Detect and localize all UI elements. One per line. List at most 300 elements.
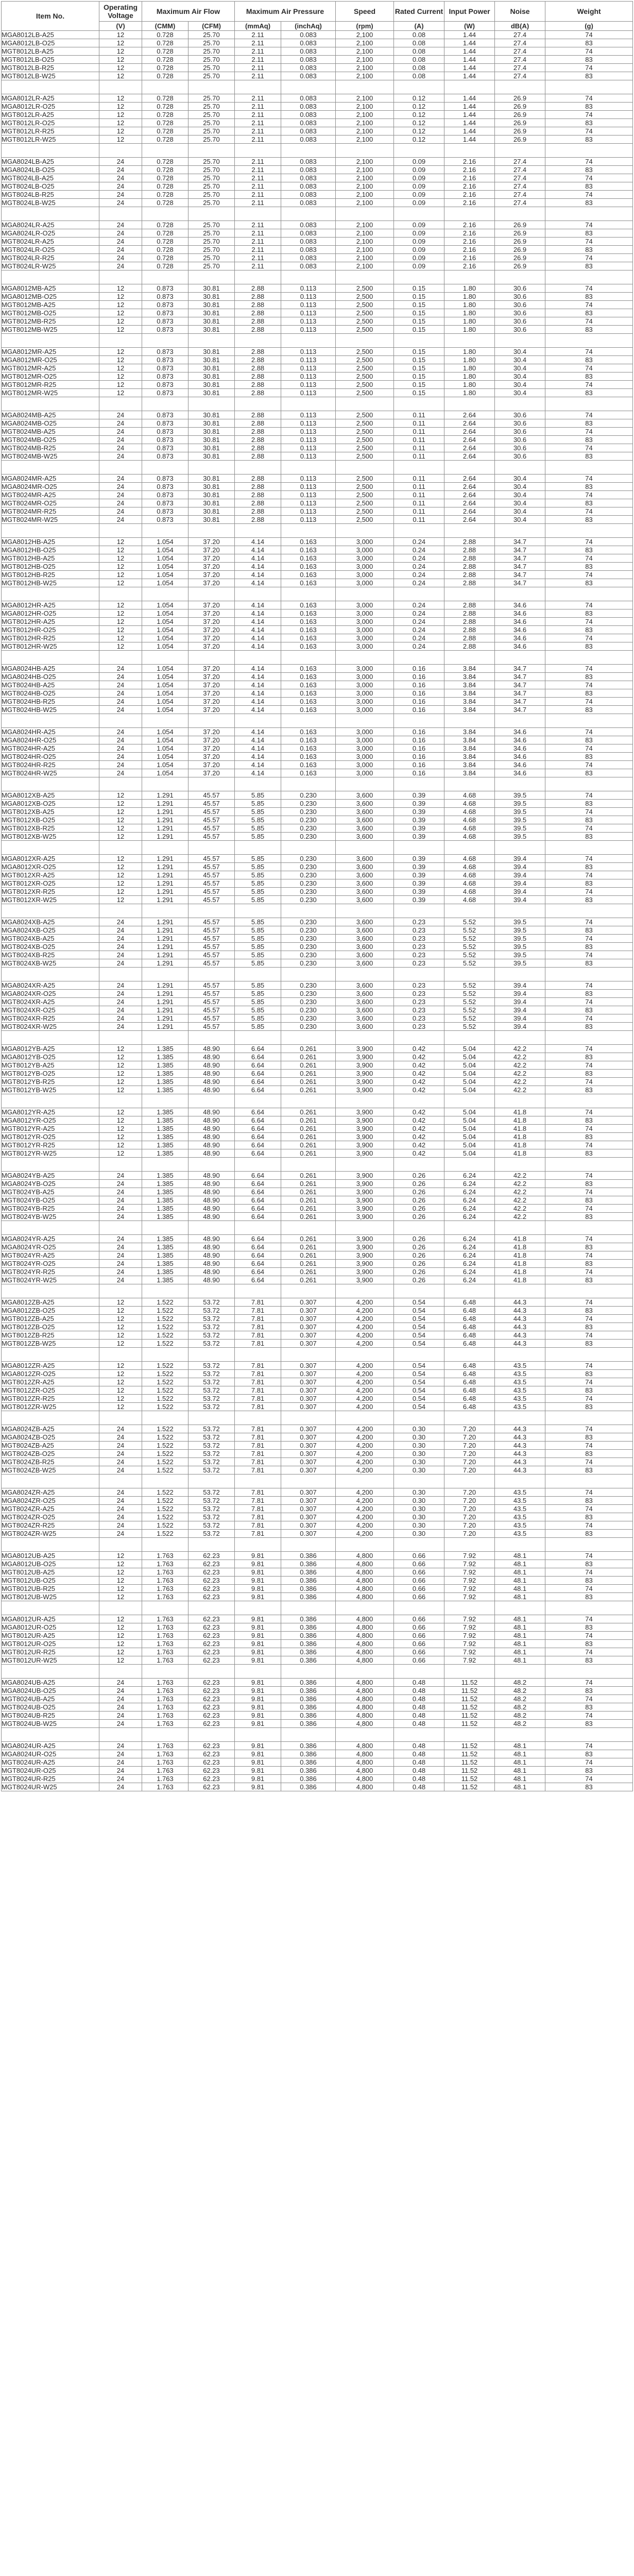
table-row xyxy=(2,1315,633,1323)
spacer-cell xyxy=(142,1158,189,1172)
cell-item: MGA8012YR-O25 xyxy=(2,1116,99,1125)
cell-noise: 41.8 xyxy=(495,1243,545,1251)
spacer-cell xyxy=(444,1284,495,1298)
cell-item: MGT8012HB-W25 xyxy=(2,579,99,587)
cell-current: 0.42 xyxy=(394,1086,444,1094)
cell-voltage: 12 xyxy=(99,1331,142,1340)
table-row xyxy=(2,229,633,238)
cell-noise: 41.8 xyxy=(495,1125,545,1133)
cell-noise: 39.4 xyxy=(495,879,545,888)
cell-airflow-cmm: 1.054 xyxy=(142,753,189,761)
spacer-cell xyxy=(99,841,142,855)
cell-item: MGA8024HB-O25 xyxy=(2,673,99,681)
cell-pressure-mmaq: 6.64 xyxy=(235,1268,281,1276)
cell-voltage: 24 xyxy=(99,769,142,777)
table-row xyxy=(2,158,633,166)
cell-airflow-cmm: 1.763 xyxy=(142,1703,189,1711)
cell-noise: 34.7 xyxy=(495,554,545,563)
table-row xyxy=(2,1172,633,1180)
cell-voltage: 12 xyxy=(99,1061,142,1070)
cell-voltage: 12 xyxy=(99,791,142,800)
cell-pressure-mmaq: 2.11 xyxy=(235,158,281,166)
cell-airflow-cfm: 30.81 xyxy=(189,364,235,372)
spacer-cell xyxy=(545,714,633,728)
spacer-cell xyxy=(394,334,444,348)
cell-weight: 74 xyxy=(545,174,633,182)
cell-power: 7.92 xyxy=(444,1585,495,1593)
cell-item: MGT8012HR-O25 xyxy=(2,626,99,634)
cell-noise: 26.9 xyxy=(495,238,545,246)
cell-speed: 3,600 xyxy=(336,918,394,926)
cell-power: 2.16 xyxy=(444,199,495,207)
unit-rpm: (rpm) xyxy=(336,22,394,31)
table-row xyxy=(2,317,633,326)
cell-airflow-cfm: 30.81 xyxy=(189,356,235,364)
cell-power: 6.48 xyxy=(444,1307,495,1315)
cell-noise: 34.7 xyxy=(495,681,545,689)
spacer-cell xyxy=(495,207,545,221)
cell-power: 7.92 xyxy=(444,1560,495,1568)
cell-airflow-cmm: 0.873 xyxy=(142,507,189,516)
table-row xyxy=(2,1180,633,1188)
cell-weight: 83 xyxy=(545,436,633,444)
cell-power: 1.80 xyxy=(444,326,495,334)
cell-current: 0.54 xyxy=(394,1395,444,1403)
cell-weight: 83 xyxy=(545,1086,633,1094)
cell-voltage: 12 xyxy=(99,348,142,356)
cell-airflow-cfm: 53.72 xyxy=(189,1298,235,1307)
cell-voltage: 12 xyxy=(99,855,142,863)
cell-current: 0.09 xyxy=(394,238,444,246)
cell-pressure-inchaq: 0.307 xyxy=(281,1466,336,1475)
cell-pressure-inchaq: 0.386 xyxy=(281,1758,336,1767)
cell-pressure-mmaq: 4.14 xyxy=(235,626,281,634)
cell-pressure-inchaq: 0.230 xyxy=(281,808,336,816)
cell-airflow-cfm: 45.57 xyxy=(189,935,235,943)
table-row xyxy=(2,135,633,144)
table-row xyxy=(2,791,633,800)
table-row xyxy=(2,1362,633,1370)
group-spacer xyxy=(2,1031,633,1045)
cell-noise: 34.6 xyxy=(495,642,545,651)
cell-airflow-cmm: 1.763 xyxy=(142,1615,189,1623)
cell-speed: 3,600 xyxy=(336,1006,394,1014)
group-spacer xyxy=(2,651,633,665)
cell-weight: 83 xyxy=(545,1450,633,1458)
spacer-cell xyxy=(394,1348,444,1362)
cell-pressure-inchaq: 0.230 xyxy=(281,981,336,990)
cell-noise: 39.5 xyxy=(495,959,545,968)
spacer-cell xyxy=(189,524,235,538)
cell-current: 0.42 xyxy=(394,1045,444,1053)
cell-noise: 42.2 xyxy=(495,1172,545,1180)
cell-noise: 43.5 xyxy=(495,1497,545,1505)
cell-pressure-inchaq: 0.261 xyxy=(281,1180,336,1188)
cell-speed: 4,200 xyxy=(336,1450,394,1458)
group-spacer xyxy=(2,777,633,791)
cell-airflow-cmm: 0.873 xyxy=(142,309,189,317)
cell-current: 0.08 xyxy=(394,47,444,56)
cell-speed: 4,200 xyxy=(336,1340,394,1348)
spacer-cell xyxy=(495,1538,545,1552)
cell-airflow-cmm: 0.873 xyxy=(142,444,189,452)
cell-airflow-cfm: 45.57 xyxy=(189,800,235,808)
cell-voltage: 24 xyxy=(99,706,142,714)
cell-airflow-cmm: 0.873 xyxy=(142,436,189,444)
cell-weight: 74 xyxy=(545,998,633,1006)
spacer-cell xyxy=(545,207,633,221)
cell-power: 5.52 xyxy=(444,1014,495,1023)
spacer-cell xyxy=(495,1728,545,1742)
cell-pressure-inchaq: 0.307 xyxy=(281,1395,336,1403)
cell-airflow-cmm: 1.763 xyxy=(142,1552,189,1560)
cell-airflow-cmm: 1.385 xyxy=(142,1251,189,1260)
cell-noise: 41.8 xyxy=(495,1251,545,1260)
cell-airflow-cfm: 30.81 xyxy=(189,499,235,507)
cell-noise: 34.6 xyxy=(495,626,545,634)
cell-airflow-cmm: 0.873 xyxy=(142,483,189,491)
spacer-cell xyxy=(394,1411,444,1425)
cell-current: 0.54 xyxy=(394,1307,444,1315)
cell-pressure-mmaq: 2.88 xyxy=(235,284,281,293)
header-pressure: Maximum Air Pressure xyxy=(235,2,336,22)
cell-item: MGA8024HR-O25 xyxy=(2,736,99,744)
cell-pressure-mmaq: 9.81 xyxy=(235,1720,281,1728)
cell-pressure-mmaq: 4.14 xyxy=(235,665,281,673)
cell-pressure-inchaq: 0.230 xyxy=(281,855,336,863)
cell-speed: 3,900 xyxy=(336,1172,394,1180)
cell-speed: 2,100 xyxy=(336,94,394,103)
cell-pressure-inchaq: 0.163 xyxy=(281,681,336,689)
cell-pressure-inchaq: 0.386 xyxy=(281,1593,336,1601)
cell-item: MGT8024LR-W25 xyxy=(2,262,99,270)
cell-speed: 3,900 xyxy=(336,1045,394,1053)
cell-airflow-cfm: 37.20 xyxy=(189,634,235,642)
cell-weight: 74 xyxy=(545,221,633,229)
cell-pressure-mmaq: 4.14 xyxy=(235,618,281,626)
cell-speed: 3,600 xyxy=(336,791,394,800)
cell-power: 2.16 xyxy=(444,158,495,166)
spacer-cell xyxy=(444,777,495,791)
spacer-cell xyxy=(235,651,281,665)
cell-airflow-cfm: 45.57 xyxy=(189,879,235,888)
cell-airflow-cfm: 62.23 xyxy=(189,1687,235,1695)
cell-airflow-cmm: 0.728 xyxy=(142,246,189,254)
cell-current: 0.09 xyxy=(394,174,444,182)
cell-airflow-cfm: 30.81 xyxy=(189,491,235,499)
unit-mmaq: (mmAq) xyxy=(235,22,281,31)
cell-speed: 4,200 xyxy=(336,1298,394,1307)
cell-noise: 34.6 xyxy=(495,761,545,769)
cell-weight: 74 xyxy=(545,1488,633,1497)
cell-airflow-cmm: 0.873 xyxy=(142,428,189,436)
cell-pressure-mmaq: 2.88 xyxy=(235,348,281,356)
cell-item: MGT8012YR-O25 xyxy=(2,1133,99,1141)
spacer-cell xyxy=(281,587,336,601)
spacer-cell xyxy=(281,1475,336,1488)
cell-power: 2.16 xyxy=(444,174,495,182)
cell-airflow-cfm: 37.20 xyxy=(189,601,235,609)
cell-airflow-cfm: 62.23 xyxy=(189,1695,235,1703)
cell-item: MGT8012HB-O25 xyxy=(2,563,99,571)
cell-power: 1.44 xyxy=(444,94,495,103)
cell-airflow-cfm: 62.23 xyxy=(189,1679,235,1687)
cell-airflow-cfm: 25.70 xyxy=(189,31,235,39)
cell-item: MGT8024HR-W25 xyxy=(2,769,99,777)
spacer-cell xyxy=(394,968,444,981)
cell-power: 11.52 xyxy=(444,1750,495,1758)
cell-item: MGT8012MR-R25 xyxy=(2,381,99,389)
cell-current: 0.39 xyxy=(394,855,444,863)
cell-pressure-mmaq: 6.64 xyxy=(235,1125,281,1133)
cell-pressure-inchaq: 0.230 xyxy=(281,1006,336,1014)
cell-current: 0.11 xyxy=(394,499,444,507)
spacer-cell xyxy=(394,651,444,665)
cell-voltage: 24 xyxy=(99,1783,142,1791)
spacer-cell xyxy=(99,461,142,474)
cell-pressure-mmaq: 7.81 xyxy=(235,1442,281,1450)
cell-pressure-mmaq: 5.85 xyxy=(235,1006,281,1014)
table-row xyxy=(2,1395,633,1403)
table-row xyxy=(2,642,633,651)
cell-weight: 74 xyxy=(545,1172,633,1180)
cell-item: MGA8012LB-A25 xyxy=(2,31,99,39)
cell-airflow-cfm: 37.20 xyxy=(189,563,235,571)
cell-speed: 2,100 xyxy=(336,39,394,47)
cell-noise: 30.4 xyxy=(495,389,545,397)
cell-item: MGT8012MB-W25 xyxy=(2,326,99,334)
cell-voltage: 24 xyxy=(99,174,142,182)
cell-noise: 42.2 xyxy=(495,1045,545,1053)
spacer-cell xyxy=(394,144,444,158)
cell-speed: 2,500 xyxy=(336,452,394,461)
cell-weight: 83 xyxy=(545,199,633,207)
table-row xyxy=(2,1235,633,1243)
cell-pressure-inchaq: 0.083 xyxy=(281,135,336,144)
cell-pressure-inchaq: 0.230 xyxy=(281,918,336,926)
spacer-cell xyxy=(444,651,495,665)
cell-airflow-cmm: 1.054 xyxy=(142,634,189,642)
cell-pressure-mmaq: 4.14 xyxy=(235,642,281,651)
cell-speed: 4,200 xyxy=(336,1466,394,1475)
cell-speed: 4,800 xyxy=(336,1720,394,1728)
cell-airflow-cfm: 45.57 xyxy=(189,808,235,816)
cell-power: 11.52 xyxy=(444,1758,495,1767)
cell-airflow-cmm: 0.728 xyxy=(142,238,189,246)
cell-power: 3.84 xyxy=(444,665,495,673)
table-row xyxy=(2,1298,633,1307)
spacer-cell xyxy=(189,1094,235,1108)
cell-noise: 42.2 xyxy=(495,1070,545,1078)
cell-pressure-mmaq: 7.81 xyxy=(235,1323,281,1331)
cell-current: 0.54 xyxy=(394,1362,444,1370)
cell-noise: 44.3 xyxy=(495,1458,545,1466)
cell-item: MGA8012UB-O25 xyxy=(2,1560,99,1568)
spacer-cell xyxy=(495,397,545,411)
cell-noise: 34.6 xyxy=(495,618,545,626)
cell-pressure-inchaq: 0.163 xyxy=(281,579,336,587)
cell-power: 1.44 xyxy=(444,111,495,119)
cell-pressure-inchaq: 0.386 xyxy=(281,1711,336,1720)
cell-current: 0.66 xyxy=(394,1568,444,1577)
cell-voltage: 24 xyxy=(99,1188,142,1196)
cell-airflow-cmm: 1.054 xyxy=(142,769,189,777)
cell-voltage: 12 xyxy=(99,609,142,618)
cell-airflow-cfm: 37.20 xyxy=(189,642,235,651)
cell-voltage: 24 xyxy=(99,1251,142,1260)
cell-pressure-mmaq: 5.85 xyxy=(235,855,281,863)
cell-current: 0.39 xyxy=(394,833,444,841)
cell-weight: 74 xyxy=(545,1298,633,1307)
cell-weight: 83 xyxy=(545,1720,633,1728)
cell-item: MGA8012LR-A25 xyxy=(2,94,99,103)
group-spacer xyxy=(2,144,633,158)
cell-weight: 74 xyxy=(545,888,633,896)
cell-current: 0.24 xyxy=(394,538,444,546)
cell-airflow-cfm: 48.90 xyxy=(189,1133,235,1141)
spacer-cell xyxy=(142,80,189,94)
cell-power: 6.48 xyxy=(444,1298,495,1307)
cell-current: 0.11 xyxy=(394,507,444,516)
cell-power: 1.44 xyxy=(444,127,495,135)
cell-pressure-mmaq: 7.81 xyxy=(235,1433,281,1442)
cell-pressure-inchaq: 0.307 xyxy=(281,1370,336,1378)
cell-airflow-cmm: 1.763 xyxy=(142,1742,189,1750)
cell-weight: 74 xyxy=(545,64,633,72)
spacer-cell xyxy=(99,1158,142,1172)
spacer-cell xyxy=(394,207,444,221)
cell-speed: 2,500 xyxy=(336,326,394,334)
cell-item: MGA8024YR-A25 xyxy=(2,1235,99,1243)
cell-weight: 74 xyxy=(545,1061,633,1070)
cell-airflow-cfm: 25.70 xyxy=(189,72,235,80)
cell-voltage: 24 xyxy=(99,1703,142,1711)
spacer-cell xyxy=(2,714,99,728)
cell-airflow-cfm: 45.57 xyxy=(189,918,235,926)
cell-item: MGT8024LB-O25 xyxy=(2,182,99,191)
cell-weight: 83 xyxy=(545,1433,633,1442)
table-row xyxy=(2,474,633,483)
cell-speed: 3,600 xyxy=(336,998,394,1006)
cell-pressure-inchaq: 0.307 xyxy=(281,1442,336,1450)
cell-pressure-inchaq: 0.307 xyxy=(281,1362,336,1370)
cell-noise: 30.6 xyxy=(495,309,545,317)
cell-pressure-mmaq: 5.85 xyxy=(235,935,281,943)
header-row xyxy=(2,2,633,22)
cell-airflow-cfm: 30.81 xyxy=(189,516,235,524)
cell-voltage: 12 xyxy=(99,309,142,317)
spacer-cell xyxy=(545,270,633,284)
cell-speed: 3,900 xyxy=(336,1260,394,1268)
cell-weight: 83 xyxy=(545,1513,633,1521)
cell-noise: 39.5 xyxy=(495,918,545,926)
cell-weight: 74 xyxy=(545,791,633,800)
cell-pressure-mmaq: 6.64 xyxy=(235,1108,281,1116)
cell-current: 0.48 xyxy=(394,1687,444,1695)
cell-pressure-inchaq: 0.083 xyxy=(281,254,336,262)
spacer-cell xyxy=(281,1031,336,1045)
cell-airflow-cfm: 53.72 xyxy=(189,1513,235,1521)
cell-airflow-cmm: 1.054 xyxy=(142,626,189,634)
spacer-cell xyxy=(235,1284,281,1298)
cell-speed: 3,900 xyxy=(336,1141,394,1149)
spacer-cell xyxy=(336,1665,394,1679)
cell-item: MGT8012UB-A25 xyxy=(2,1568,99,1577)
spacer-cell xyxy=(235,1348,281,1362)
cell-current: 0.09 xyxy=(394,229,444,238)
cell-noise: 43.5 xyxy=(495,1513,545,1521)
cell-power: 5.04 xyxy=(444,1141,495,1149)
table-row xyxy=(2,959,633,968)
cell-voltage: 24 xyxy=(99,1687,142,1695)
cell-airflow-cmm: 0.873 xyxy=(142,301,189,309)
cell-weight: 83 xyxy=(545,56,633,64)
spacer-cell xyxy=(495,1031,545,1045)
cell-item: MGT8024HR-R25 xyxy=(2,761,99,769)
cell-airflow-cfm: 30.81 xyxy=(189,293,235,301)
cell-speed: 2,500 xyxy=(336,309,394,317)
cell-current: 0.23 xyxy=(394,1014,444,1023)
cell-airflow-cmm: 1.763 xyxy=(142,1585,189,1593)
cell-voltage: 12 xyxy=(99,618,142,626)
cell-pressure-mmaq: 9.81 xyxy=(235,1703,281,1711)
spacer-cell xyxy=(495,1411,545,1425)
cell-pressure-inchaq: 0.113 xyxy=(281,507,336,516)
cell-current: 0.23 xyxy=(394,990,444,998)
cell-airflow-cmm: 1.291 xyxy=(142,808,189,816)
spacer-cell xyxy=(281,334,336,348)
cell-airflow-cfm: 25.70 xyxy=(189,64,235,72)
cell-pressure-inchaq: 0.261 xyxy=(281,1053,336,1061)
table-row xyxy=(2,31,633,39)
cell-pressure-mmaq: 2.88 xyxy=(235,411,281,419)
spacer-cell xyxy=(99,777,142,791)
cell-airflow-cfm: 45.57 xyxy=(189,1023,235,1031)
cell-pressure-inchaq: 0.163 xyxy=(281,673,336,681)
cell-power: 1.44 xyxy=(444,39,495,47)
cell-airflow-cfm: 62.23 xyxy=(189,1648,235,1656)
cell-item: MGA8012UB-A25 xyxy=(2,1552,99,1560)
cell-speed: 2,500 xyxy=(336,356,394,364)
cell-airflow-cmm: 0.873 xyxy=(142,389,189,397)
cell-airflow-cfm: 25.70 xyxy=(189,158,235,166)
cell-airflow-cfm: 53.72 xyxy=(189,1425,235,1433)
cell-voltage: 12 xyxy=(99,1370,142,1378)
cell-pressure-inchaq: 0.261 xyxy=(281,1078,336,1086)
cell-airflow-cmm: 1.291 xyxy=(142,800,189,808)
cell-item: MGT8024UR-O25 xyxy=(2,1767,99,1775)
cell-pressure-mmaq: 7.81 xyxy=(235,1450,281,1458)
cell-current: 0.26 xyxy=(394,1188,444,1196)
spacer-cell xyxy=(99,1411,142,1425)
cell-airflow-cmm: 0.873 xyxy=(142,356,189,364)
cell-pressure-inchaq: 0.083 xyxy=(281,229,336,238)
cell-pressure-mmaq: 4.14 xyxy=(235,546,281,554)
spacer-cell xyxy=(394,1221,444,1235)
cell-noise: 42.2 xyxy=(495,1213,545,1221)
cell-weight: 83 xyxy=(545,863,633,871)
cell-speed: 3,900 xyxy=(336,1196,394,1205)
cell-weight: 74 xyxy=(545,1125,633,1133)
spacer-cell xyxy=(235,397,281,411)
cell-airflow-cmm: 0.728 xyxy=(142,166,189,174)
cell-voltage: 12 xyxy=(99,1125,142,1133)
cell-airflow-cfm: 37.20 xyxy=(189,681,235,689)
table-row xyxy=(2,981,633,990)
cell-voltage: 24 xyxy=(99,436,142,444)
spacer-cell xyxy=(545,80,633,94)
cell-current: 0.16 xyxy=(394,698,444,706)
